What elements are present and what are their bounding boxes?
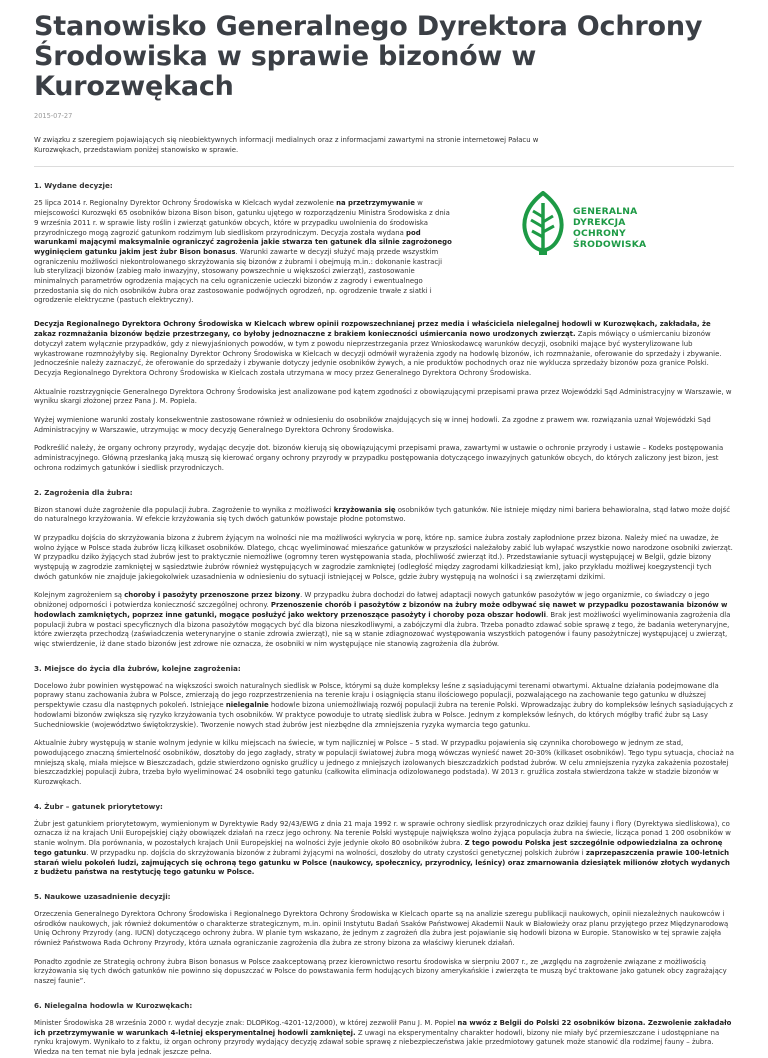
section-paragraph: Minister Środowiska 28 września 2000 r. wydał decyzje znak: DLOPiKog.-4201-12/2000), w której zezwolił Panu J. M. Popiel na wwóz z Belgii do Polski 22 osobników bizona. Zezwolenie zakładało ich przetrzymywanie w warunkach 4-letniej eksperymentalnej hodowli zamkniętej. Z uwagi na eksperymentalny charakter hodowli, bizony nie miały być przemieszczane i udostępniane na rynku krajowym. Wynikało to z faktu, iż organ ochrony przyrody wydający decyzję zdawał sobie sprawę z niebezpieczeństwa jakie przedmiotowy gatunek może stanowić dla rodzimej fauny – żubra. Wiedza na ten temat nie była jednak jeszcze pełna.: [34, 1018, 732, 1056]
divider: [34, 166, 734, 167]
section-heading: 5. Naukowe uzasadnienie decyzji:: [34, 891, 171, 901]
emphasis-text: Z tego powodu Polska jest szczególnie odpowiedzialna za ochronę tego gatunku: [34, 839, 723, 857]
emphasis-text: Przenoszenie chorób i pasożytów z bizonów na żubry może odbywać się nawet w przypadku pozostawania bizonów w hodowlach zamkniętych, poprzez inne gatunki, mogące posłużyć jako wektory przenoszące pasożyty i choroby poza obszar hodowli: [34, 601, 728, 619]
article: [34, 12, 734, 1058]
emphasis-text: Decyzja Regionalnego Dyrektora Ochrony Środowiska w Kielcach wbrew opinii rozpowszechnianej przez media i właściciela nielegalnej hodowli w Kurozwękach, zakładała, że zakaz rozmnażania bizonów będzie przestrzegany, co byłoby jednoznaczne z brakiem konieczności uśmiercania nowo urodzonych zwierząt.: [34, 320, 711, 339]
publish-date: 2015-07-27: [34, 112, 73, 120]
emphasis-text: na wwóz z Belgii do Polski 22 osobników bizona. Zezwolenie zakładało ich przetrzymywanie w warunkach 4-letniej eksperymentalnej hodowli zamkniętej.: [34, 1018, 732, 1037]
section-heading: 4. Żubr – gatunek priorytetowy:: [34, 801, 163, 811]
emphasis-text: na przetrzymywanie: [336, 199, 415, 208]
logo-line: GENERALNA: [573, 206, 638, 218]
emphasis-text: krzyżowania się: [333, 505, 396, 514]
section-heading: 1. Wydane decyzje:: [34, 181, 113, 191]
logo-line: DYREKCJA: [573, 217, 626, 229]
section-paragraph: Żubr jest gatunkiem priorytetowym, wymienionym w Dyrektywie Rady 92/43/EWG z dnia 21 maja 1992 r. w sprawie ochrony siedlisk przyrodniczych oraz dzikiej fauny i flory (Dyrektywa siedliskowa), co oznacza iż na krajach Unii Europejskiej ciąży obowiązek działań na rzecz jego ochrony. Na terenie Polski występuje największa wolno żyjąca populacja żubra na świecie, licząca ponad 1 200 osobników w stanie wolnym. Dla porównania, w pozostałych krajach Unii Europejskiej na wolności żyje jedynie około 80 osobników żubra. Z tego powodu Polska jest szczególnie odpowiedzialna za ochronę tego gatunku. W przypadku np. dojścia do skrzyżowania bizonów z żubrami żyjącymi na wolności, doszłoby do utraty czystości genetycznej polskich żubrów i zaprzepaszczenia prawie 100-letnich starań wielu pokoleń ludzi, zajmujących się ochroną tego gatunku w Polsce (naukowcy, społecznicy, przyrodnicy, leśnicy) oraz zmarnowania dziesiątek milionów złotych wydanych z budżetu państwa na restytucję tego gatunku w Polsce.: [34, 819, 731, 877]
section-heading: 3. Miejsce do życia dla żubrów, kolejne zagrożenia:: [34, 663, 241, 673]
section-paragraph: 25 lipca 2014 r. Regionalny Dyrektor Ochrony Środowiska w Kielcach wydał zezwolenie na przetrzymywanie w miejscowości Kurozwęki 65 osobników bizona Bison bison, gatunku ujętego w rozporządzeniu Ministra Środowiska z dnia 9 września 2011 r. w sprawie listy roślin i zwierząt gatunków obcych, które w przypadku uwolnienia do środowiska przyrodniczego mogą zagrozić gatunkom rodzimym lub siedliskom przyrodniczym. Decyzja została wydana pod warunkami mającymi maksymalnie ograniczyć zagrożenia jakie stwarza ten gatunek dla silnie zagrożonego wyginięciem gatunku jakim jest żubr Bison bonasus. Warunki zawarte w decyzji służyć mają przede wszystkim ograniczeniu możliwości niekontrolowanego skrzyżowania się bizonów z żubrami i obejmują m.in.: dokonanie kastracji lub sterylizacji bizonów (zabieg mało inwazyjny, stosowany powszechnie u większości zwierząt), zastosowanie minimalnych parametrów ogrodzenia mających na celu ograniczenie ucieczki bizonów z zagrody i ewentualnego przedostania się do nich osobników żubra oraz zastosowanie podwójnych ogrodzeń, np. ogrodzenie trwałe z siatki i ogrodzenie elektryczne (pastuch elektryczny).: [34, 199, 452, 305]
emphasis-text: nielegalnie: [225, 701, 269, 710]
emphasis-text: choroby i pasożyty przenoszone przez bizony: [124, 591, 301, 600]
intro-row: [34, 199, 734, 311]
section-paragraph: Ponadto zgodnie ze Strategią ochrony żubra Bison bonasus w Polsce zaakceptowaną przez kierownictwo resortu środowiska w sierpniu 2007 r., ze „względu na zagrożenie związane z możliwością krzyżowania się tych dwóch gatunków nie powinno się dopuszczać w Polsce do powstawania ferm hodujących bizony amerykańskie i zwierzęta te muszą być traktowane jako gatunek obcy zagrażający naszej faunie”.: [34, 957, 727, 986]
section-paragraph: Kolejnym zagrożeniem są choroby i pasożyty przenoszone przez bizony. W przypadku żubra dochodzi do łatwej adaptacji nowych gatunków pasożytów w jego organizmie, co świadczy o jego obniżonej odporności i potwierdza konieczność szczególnej ochrony. Przenoszenie chorób i pasożytów z bizonów na żubry może odbywać się nawet w przypadku pozostawania bizonów w hodowlach zamkniętych, poprzez inne gatunki, mogące posłużyć jako wektory przenoszące pasożyty i choroby poza obszar hodowli. Brak jest możliwości wyeliminowania zagrożenia dla populacji żubra w postaci specyficznych dla bizona pasożytów mogących być dla bizona nieszkodliwymi, a zabójczymi dla żubra. Trzeba ponadto zdawać sobie sprawę z tego, że badania weterynaryjne, które zwierzęta przechodzą (zaświadczenia weterynaryjne o stanie zdrowia zwierząt), nie są w stanie zdiagnozować występowania wszystkich patogenów i fauny pasożytniczej występującej u zwierząt, więc stwierdzenie, iż dane stado bizonów jest zdrowe nie oznacza, że osobniki w nim występujące nie stanowią zagrożenia dla żubrów.: [34, 591, 731, 648]
section-paragraph: Docelowo żubr powinien występować na większości swoich naturalnych siedlisk w Polsce, którymi są duże kompleksy leśne z sąsiadującymi terenami otwartymi. Aktualne działania podejmowane dla poprawy stanu zachowania żubra w Polsce, zmierzają do jego rozprzestrzenienia na terenie kraju i osiągnięcia stanu ilościowego populacji, pozwalającego na zachowanie tego gatunku w dłuższej perspektywie czasu dla następnych pokoleń. Istniejące nielegalnie hodowle bizona uniemożliwiają rozwój populacji żubra na terenie Polski. Wprowadzając żubry do kompleksów leśnych sąsiadujących z hodowlami bizonów zwiększa się ryzyko krzyżowania tych osobników. W praktyce powoduje to utratę siedlisk żubra w Polsce. Jednym z kompleksów leśnych, do których mógłby trafić żubr są Lasy Suchedniowskie (województwo świętokrzyskie). Tworzenie nowych stad żubrów jest niezbędne dla zmniejszenia ryzyka wymarcia tego gatunku.: [34, 681, 734, 729]
page-title: Stanowisko Generalnego Dyrektora Ochrony Środowiska w sprawie bizonów w Kurozwękach: [34, 11, 703, 102]
section-paragraph: Aktualnie żubry występują w stanie wolnym jedynie w kilku miejscach na świecie, w tym najliczniej w Polsce – 5 stad. W przypadku pojawienia się czynnika chorobowego w jednym ze stad, powodującego znaczną śmiertelność osobników, dosztoby do jego zagłady, straty w populacji światowej żubra mogą wówczas wynieść nawet 20-30% (kilkaset osobników). Tego typu sytuacja, chociaż na mniejszą skalę, miała miejsce w Bieszczadach, gdzie stwierdzono ognisko gruźlicy u jednego z mniejszych izolowanych bieszczadzkich podstad żubrów. W celu zmniejszenia ryzyka zakażenia pozostałej bieszczadzkiej populacji żubra, trzeba było wyeliminować 24 osobniki tego gatunku (całkowita eliminacja odizolowanego podstada). W 2013 r. gruźlica została stwierdzona także w stadzie bizonów w Kurozwękach.: [34, 739, 734, 787]
intro-paragraph: W związku z szeregiem pojawiających się nieobiektywnych informacji medialnych oraz z informacjami zawartymi na stronie internetowej Pałacu w Kurozwękach, przedstawiam poniżej stanowisko w sprawie.: [34, 136, 539, 154]
section-paragraph: Decyzja Regionalnego Dyrektora Ochrony Środowiska w Kielcach wbrew opinii rozpowszechnianej przez media i właściciela nielegalnej hodowli w Kurozwękach, zakładała, że zakaz rozmnażania bizonów będzie przestrzegany, co byłoby jednoznaczne z brakiem konieczności uśmiercania nowo urodzonych zwierząt. Zapis mówiący o uśmiercaniu bizonów dotyczył zatem wyłącznie przypadków, gdy z niewyjaśnionych powodów, w tym z powodu nieprzestrzegania przez Wnioskodawcę warunków decyzji, osobniki mające być wysterylizowane lub wykastrowane rozmnożyłyby się. Regionalny Dyrektor Ochrony Środowiska w Kielcach w decyzji odmówił wyrażenia zgody na hodowlę bizonów, ich rozmnażanie, oferowanie do sprzedaży i zbywanie. Jednocześnie należy zaznaczyć, że oferowanie do sprzedaży i zbywanie dotyczy jedynie osobników żywych, a nie produktów pochodnych oraz nie wyklucza sprzedaży bizonów poza granice Polski. Decyzja Regionalnego Dyrektora Ochrony Środowiska w Kielcach została utrzymana w mocy przez Generalnego Dyrektora Ochrony Środowiska.: [34, 320, 722, 377]
leaf-logo-icon: [519, 191, 567, 255]
section-heading: 6. Nielegalna hodowla w Kurozwękach:: [34, 1000, 193, 1010]
section-paragraph: W przypadku dojścia do skrzyżowania bizona z żubrem żyjącym na wolności nie ma możliwości wykrycia w porę, które np. samice żubra zostały zapłodnione przez bizona. Należy mieć na uwadze, że wolno żyjące w Polsce stada żubrów liczą kilkaset osobników. Dlatego, chcąc wyeliminować mieszańce gatunków w przyszłości należałoby zabić lub wyłapać wszystkie nowo narodzone osobniki zwierząt. W przypadku dziko żyjących stad żubrów jest to praktycznie niemożliwe (ogromny teren występowania stada, płochliwość zwierząt itd.). Przedstawianie sytuacji występującej w Belgii, gdzie bizony występują w zagrodzie zamkniętej w sąsiedztwie żubrów również występujących w zagrodzie zamkniętej (odległość między zagrodami kilkadziesiąt km), jako przykładu możliwej koegzystencji tych dwóch gatunków nie znajduje jakiegokolwiek uzasadnienia w odniesieniu do sytuacji istniejącej w Polsce, gdzie żubry występują na wolności i są zwierzętami dzikimi.: [34, 533, 733, 581]
section-paragraph: Aktualnie rozstrzygnięcie Generalnego Dyrektora Ochrony Środowiska jest analizowane pod kątem zgodności z obowiązującymi przepisami prawa przez Wojewódzki Sąd Administracyjny w Warszawie, w wyniku skargi złożonej przez Pana J. M. Popiela.: [34, 387, 732, 406]
section-paragraph: Bizon stanowi duże zagrożenie dla populacji żubra. Zagrożenie to wynika z możliwości krzyżowania się osobników tych gatunków. Nie istnieje między nimi bariera behawioralna, stąd łatwo może dojść do naturalnego krzyżowania. W efekcie krzyżowania się tych dwóch gatunków powstaje płodne potomstwo.: [34, 505, 731, 524]
section-heading: 2. Zagrożenia dla żubra:: [34, 487, 133, 497]
logo-line: OCHRONY: [573, 228, 626, 239]
logo-line: ŚRODOWISKA: [573, 238, 647, 250]
emphasis-text: zaprzepaszczenia prawie 100-letnich starań wielu pokoleń ludzi, zajmujących się ochroną tego gatunku w Polsce (naukowcy, społecznicy, przyrodnicy, leśnicy) oraz zmarnowania dziesiątek milionów złotych wydanych z budżetu państwa na restytucję tego gatunku w Polsce.: [34, 848, 730, 877]
logo-wordmark: [573, 207, 646, 250]
article-body: [34, 181, 734, 1057]
section-paragraph: Wyżej wymienione warunki zostały konsekwentnie zastosowane również w odniesieniu do osobników znajdujących się w innej hodowli. Za zgodne z prawem ww. rozwiązania uznał Wojewódzki Sąd Administracyjny w Warszawie, utrzymując w mocy decyzję Generalnego Dyrektora Ochrony Środowiska.: [34, 416, 711, 434]
section-paragraph: Podkreślić należy, że organy ochrony przyrody, wydając decyzje dot. bizonów kierują się obowiązującymi przepisami prawa, zawartymi w ustawie o ochronie przyrody i ustawie – Kodeks postępowania administracyjnego. Główną przesłanką jaką muszą się kierować organy ochrony przyrody w przypadku postępowania dotyczącego inwazyjnych gatunków obcych, do których zaliczony jest bizon, jest ochrona rodzimych gatunków i siedlisk przyrodniczych.: [34, 444, 724, 472]
emphasis-text: pod warunkami mającymi maksymalnie ograniczyć zagrożenia jakie stwarza ten gatunek dla silnie zagrożonego wyginięciem gatunku jakim jest żubr Bison bonasus: [34, 228, 452, 256]
section-paragraph: Orzeczenia Generalnego Dyrektora Ochrony Środowiska i Regionalnego Dyrektora Ochrony Środowiska w Kielcach oparte są na analizie szeregu publikacji naukowych, opinii niezależnych naukowców i ośrodków naukowych, jak również dokumentów o charakterze strategicznym, m.in. opinii Instytutu Badań Ssaków Państwowej Akademii Nauk w Białowieży oraz planu przyjętego przez Międzynarodową Unię Ochrony Przyrody (ang. IUCN) dotyczącego ochrony żubra. W planie tym wskazano, że jednym z zagrożeń dla żubra jest pojawianie się hodowli bizona w Europie. Stanowisko w tej sprawie zajęła również Państwowa Rada Ochrony Przyrody, która uznała ograniczanie zagrożenia dla żubra ze strony bizona za właściwy kierunek działań.: [34, 909, 729, 948]
gdos-logo: [519, 191, 734, 311]
